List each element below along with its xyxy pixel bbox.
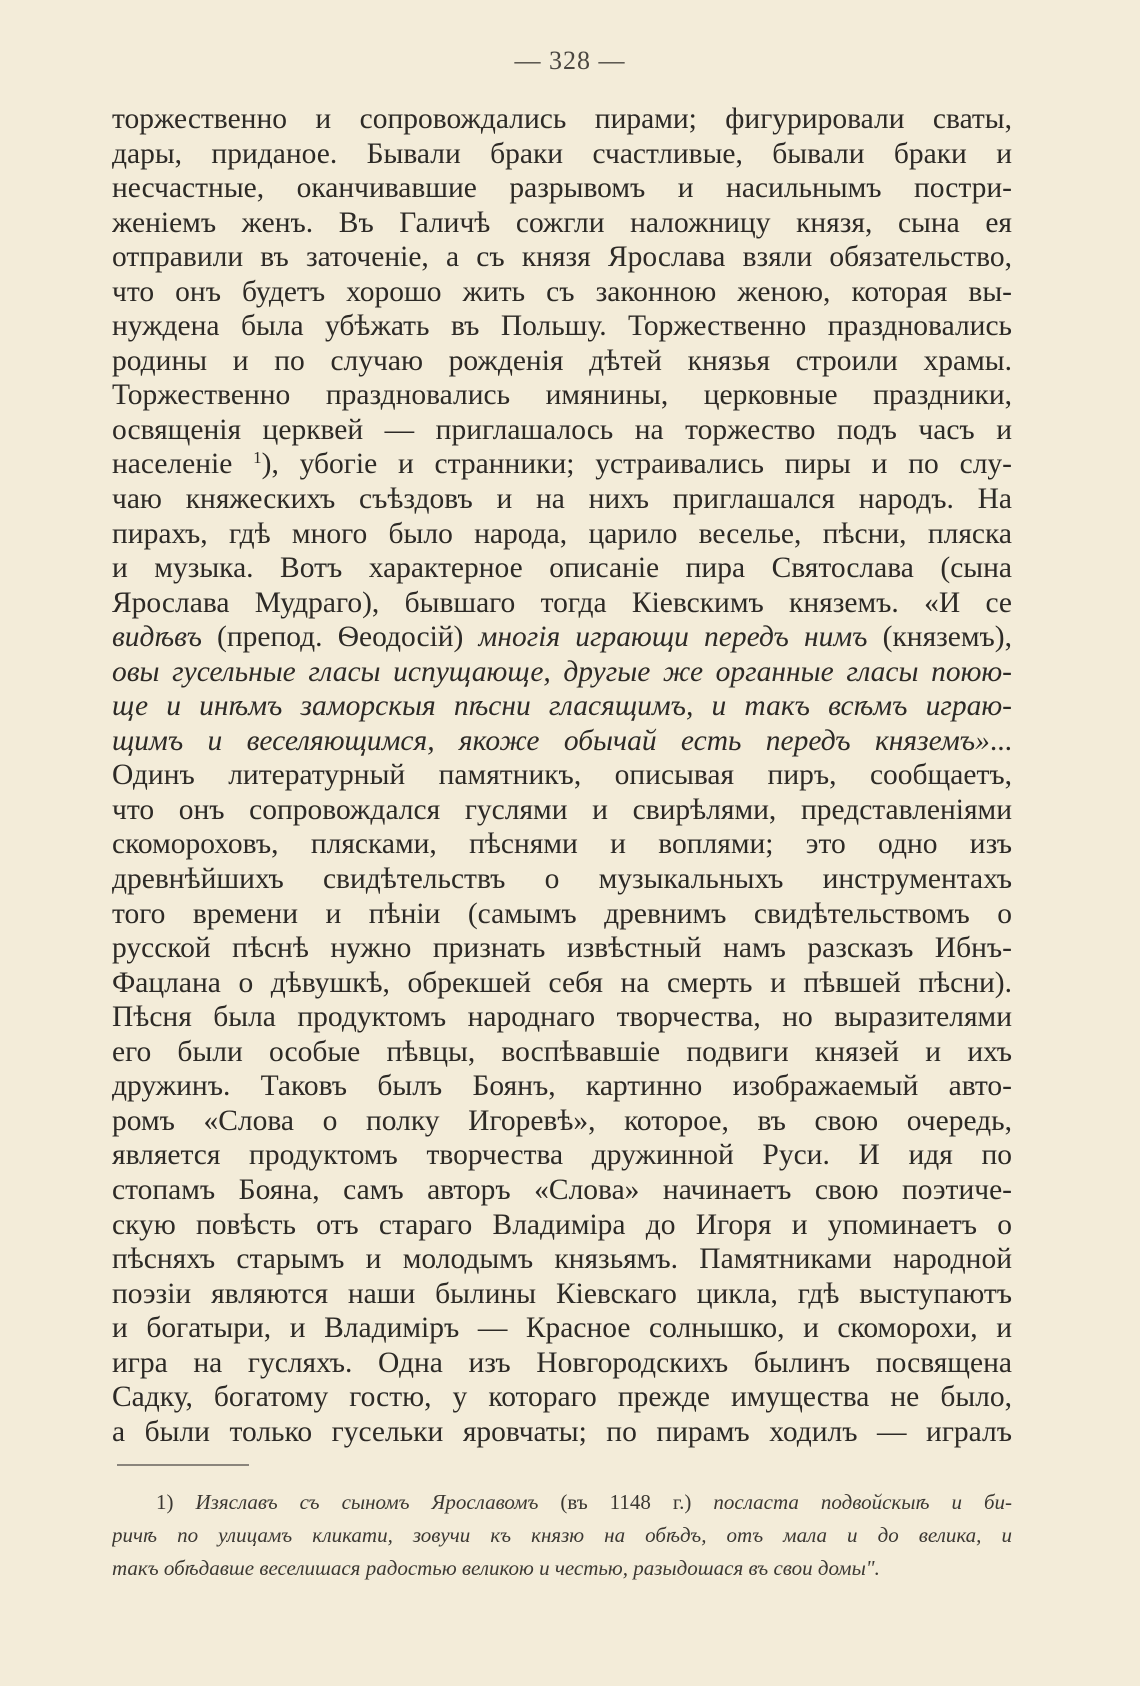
text-line: дары, приданое. Бывали браки счастливые, бывали браки и	[112, 137, 1012, 170]
footnote-divider	[117, 1464, 249, 1466]
text-line: женіемъ женъ. Въ Галичѣ сожгли наложницу князя, сына ея	[112, 206, 1012, 239]
footnote-line: ричѣ по улицамъ кликати, зовучи къ князю на обѣдъ, отъ мала и до велика, и	[112, 1523, 1012, 1547]
text-line	[112, 655, 1012, 690]
text-line: древнѣйшихъ свидѣтельствъ о музыкальныхъ инструментахъ	[112, 863, 1012, 896]
text-run: ...	[989, 724, 1012, 757]
text-line: поэзіи являются наши былины Кіевскаго цикла, гдѣ выступаютъ	[112, 1277, 1012, 1310]
text-line: русской пѣснѣ нужно признать извѣстный намъ разсказъ Ибнъ-	[112, 932, 1012, 965]
text-line: его были особые пѣвцы, воспѣвавшіе подвиги князей и ихъ	[112, 1035, 1012, 1068]
text-line: что онъ будетъ хорошо жить съ законною женою, которая вы-	[112, 275, 1012, 308]
text-line: игра на гусляхъ. Одна изъ Новгородскихъ былинъ посвящена	[112, 1346, 1012, 1379]
text-line: и музыка. Вотъ характерное описаніе пира Святослава (сына	[112, 552, 1012, 585]
text-line: Торжественно праздновались имянины, церковные праздники,	[112, 379, 1012, 412]
text-line: ромъ «Слова о полку Игоревѣ», которое, въ свою очередь,	[112, 1104, 1012, 1137]
text-line: отправили въ заточеніе, а съ князя Ярослава взяли обязательство,	[112, 241, 1012, 274]
text-line: Одинъ литературный памятникъ, описывая пиръ, сообщаетъ,	[112, 759, 1012, 792]
main-text	[112, 102, 1012, 1449]
text-run: (препод. Ѳеодосій)	[201, 621, 479, 654]
footnote-text: Изяславъ съ сыномъ Ярославомъ	[195, 1490, 539, 1514]
text-line: несчастные, оканчивавшие разрывомъ и насильнымъ постри-	[112, 172, 1012, 205]
text-line: а были только гусельки яровчаты; по пирамъ ходилъ — игралъ	[112, 1415, 1012, 1448]
text-line: является продуктомъ творчества дружинной Руси. И идя по	[112, 1139, 1012, 1172]
text-line: Садку, богатому гостю, у котораго прежде имущества не было,	[112, 1381, 1012, 1414]
quotation-text: щимъ и веселяющимся, якоже обычай есть передъ княземъ»	[112, 724, 990, 757]
text-line: пѣсняхъ старымъ и молодымъ князьямъ. Памятниками народной	[112, 1243, 1012, 1276]
text-line: стопамъ Бояна, самъ авторъ «Слова» начинаетъ свою поэтиче-	[112, 1173, 1012, 1206]
footnote-text: (въ 1148 г.)	[538, 1490, 714, 1514]
text-line	[112, 724, 1012, 759]
text-line: дружинъ. Таковъ былъ Боянъ, картинно изображаемый авто-	[112, 1070, 1012, 1103]
quotation-text: овы гусельные гласы испущающе, другые же органные гласы поюю-	[112, 655, 1012, 688]
text-line: что онъ сопровождался гуслями и свирѣлями, представленіями	[112, 793, 1012, 826]
footnote-text: посласта подвойскыѣ и би-	[713, 1490, 1012, 1514]
text-line: нуждена была убѣжать въ Польшу. Торжественно праздновались	[112, 310, 1012, 343]
text-run: (княземъ),	[867, 621, 1012, 654]
text-line	[112, 447, 1012, 482]
text-line: торжественно и сопровождались пирами; фигурировали сваты,	[112, 103, 1012, 135]
quotation-text: видѣвъ	[112, 621, 202, 654]
text-line: Пѣсня была продуктомъ народнаго творчества, но выразителями	[112, 1001, 1012, 1034]
text-line: освященія церквей — приглашалось на торжество подъ часъ и	[112, 413, 1012, 446]
footnotes	[112, 1486, 1012, 1585]
text-line: и богатыри, и Владиміръ — Красное солнышко, и скоморохи, и	[112, 1312, 1012, 1345]
quotation-text: ще и инѣмъ заморскыя пѣсни гласящимъ, и такъ всѣмъ играю-	[112, 690, 1012, 723]
text-line: Фацлана о дѣвушкѣ, обрекшей себя на смерть и пѣвшей пѣсни).	[112, 966, 1012, 999]
text-line: скомороховъ, плясками, пѣснями и воплями; это одно изъ	[112, 828, 1012, 861]
text-line: чаю княжескихъ съѣздовъ и на нихъ приглашался народъ. На	[112, 483, 1012, 516]
text-line: Ярослава Мудраго), бывшаго тогда Кіевскимъ княземъ. «И се	[112, 586, 1012, 619]
footnote-line	[112, 1486, 1012, 1519]
text-line: родины и по случаю рожденія дѣтей князья строили храмы.	[112, 344, 1012, 377]
page-number: — 328 —	[514, 46, 626, 75]
text-run: населеніе	[112, 448, 254, 481]
text-line	[112, 689, 1012, 724]
quotation-text: многія играющи передъ нимъ	[478, 621, 868, 654]
footnote-reference: 1	[253, 448, 262, 468]
footnote-marker: 1)	[156, 1490, 174, 1514]
text-run: ), убогіе и странники; устраивались пиры и по слу-	[261, 448, 1012, 481]
text-line: пирахъ, гдѣ много было народа, царило веселье, пѣсни, пляска	[112, 517, 1012, 550]
text-line	[112, 620, 1012, 655]
text-line: скую повѣсть отъ стараго Владиміра до Игоря и упоминаетъ о	[112, 1208, 1012, 1241]
footnote-line: такъ обѣдавше веселишася радостью великою и честью, разыдошася въ свои домы".	[112, 1556, 880, 1580]
text-line: того времени и пѣніи (самымъ древнимъ свидѣтельствомъ о	[112, 897, 1012, 930]
